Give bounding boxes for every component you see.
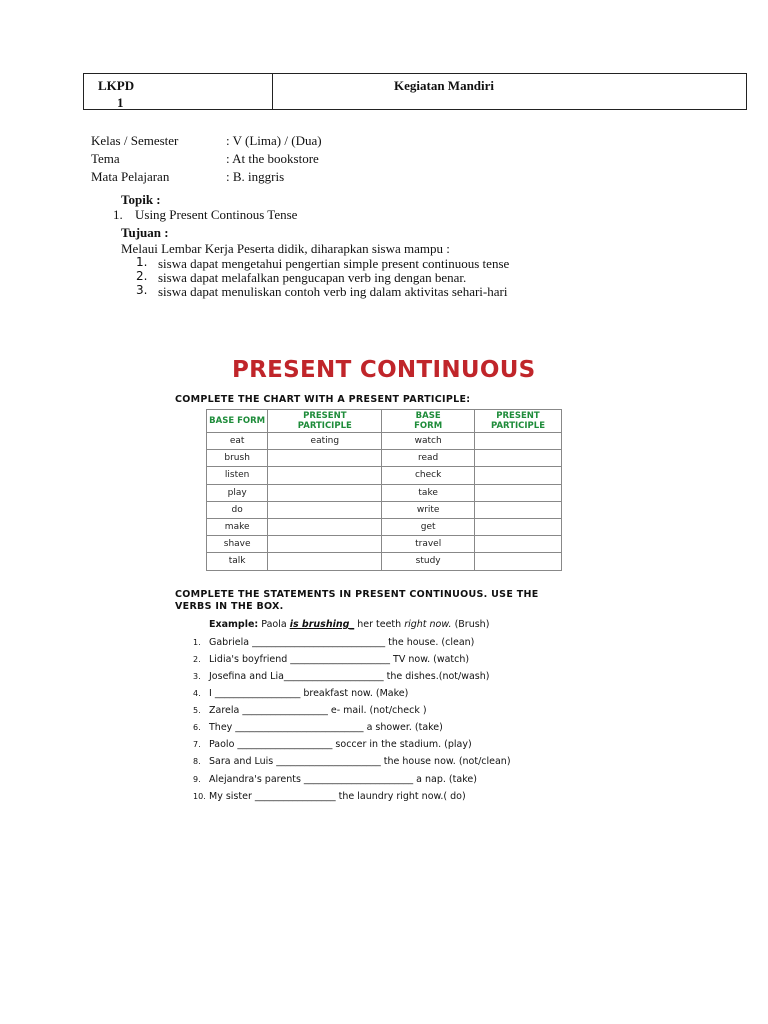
tujuan-item-number: 3. (136, 283, 148, 297)
statement-text: Zarela __________________ e- mail. (not/check ) (209, 705, 427, 716)
table-row (207, 536, 562, 553)
lkpd-header-table (83, 73, 747, 110)
statement-text: Gabriela ____________________________ the house. (clean) (209, 637, 475, 648)
statement-text: Paolo ____________________ soccer in the stadium. (play) (209, 739, 472, 750)
example-answer: is brushing_ (289, 619, 355, 630)
statement-number: 9. (193, 775, 201, 784)
table-cell: listen (207, 467, 268, 484)
table-cell (268, 484, 382, 501)
statement-text: I __________________ breakfast now. (Make) (209, 688, 409, 699)
statement-text: Josefina and Lia_____________________ the dishes.(not/wash) (209, 671, 490, 682)
statement-text: Sara and Luis ______________________ the house now. (not/clean) (209, 756, 511, 767)
statement-number: 1. (193, 638, 201, 647)
table-cell (268, 467, 382, 484)
example-label: Example: (209, 619, 259, 630)
statement-item (193, 671, 489, 682)
statement-item (193, 739, 472, 750)
statement-number: 3. (193, 672, 201, 681)
table-row (207, 433, 562, 450)
statement-item (193, 774, 477, 785)
header-lkpd-label: LKPD (98, 78, 135, 93)
statement-item (193, 654, 469, 665)
table-cell: check (382, 467, 475, 484)
tujuan-intro: Melaui Lembar Kerja Peserta didik, diharapkan siswa mampu : (121, 241, 450, 256)
header-base-form: BASE FORM (382, 410, 475, 433)
table-row (207, 467, 562, 484)
table-cell (268, 501, 382, 518)
header-base-form: BASE FORM (207, 410, 268, 433)
info-value: : At the bookstore (226, 151, 319, 166)
header-activity-title: Kegiatan Mandiri (394, 78, 495, 93)
statement-number: 8. (193, 757, 201, 766)
statement-number: 5. (193, 706, 201, 715)
table-cell: study (382, 553, 475, 570)
table-cell (475, 450, 562, 467)
table-cell (475, 536, 562, 553)
statement-item (193, 756, 511, 767)
table-cell: watch (382, 433, 475, 450)
tujuan-item: siswa dapat melafalkan pengucapan verb ing dengan benar. (158, 270, 467, 285)
table-row (207, 518, 562, 535)
statement-number: 4. (193, 689, 201, 698)
statement-number: 7. (193, 740, 201, 749)
table-cell: eat (207, 433, 268, 450)
table-cell: travel (382, 536, 475, 553)
statements-instruction-line1: COMPLETE THE STATEMENTS IN PRESENT CONTINUOUS. USE THE (175, 589, 539, 600)
statement-item (193, 637, 474, 648)
topik-item-number: 1. (113, 207, 123, 222)
example-line (209, 619, 489, 630)
topik-heading: Topik : (121, 192, 161, 207)
table-row (207, 450, 562, 467)
table-cell: eating (268, 433, 382, 450)
table-cell: write (382, 501, 475, 518)
statement-text: My sister _________________ the laundry right now.( do) (209, 791, 466, 802)
example-subject: Paola (261, 619, 287, 630)
info-label: Tema (91, 151, 120, 166)
example-object: her teeth (357, 619, 402, 630)
table-cell: talk (207, 553, 268, 570)
table-row (207, 501, 562, 518)
statement-number: 10. (193, 792, 206, 801)
statement-item (193, 791, 466, 802)
table-cell (475, 467, 562, 484)
info-label: Kelas / Semester (91, 133, 179, 148)
table-header-row (207, 410, 562, 433)
tujuan-item: siswa dapat menuliskan contoh verb ing dalam aktivitas sehari-hari (158, 284, 508, 299)
statement-text: They ___________________________ a shower. (take) (209, 722, 443, 733)
statement-number: 6. (193, 723, 201, 732)
info-label: Mata Pelajaran (91, 169, 170, 184)
statement-number: 2. (193, 655, 201, 664)
worksheet-title: PRESENT CONTINUOUS (232, 357, 536, 383)
table-cell (475, 484, 562, 501)
table-cell (268, 450, 382, 467)
table-cell (268, 553, 382, 570)
table-cell: do (207, 501, 268, 518)
table-cell: brush (207, 450, 268, 467)
example-verb: (Brush) (454, 619, 490, 630)
table-cell (475, 501, 562, 518)
header-lkpd-number: 1 (117, 95, 124, 110)
table-row (207, 553, 562, 570)
table-row (207, 484, 562, 501)
tujuan-item-number: 2. (136, 269, 148, 283)
table-cell: get (382, 518, 475, 535)
statement-item (193, 688, 408, 699)
table-cell (268, 518, 382, 535)
chart-instruction: COMPLETE THE CHART WITH A PRESENT PARTICIPLE: (175, 394, 471, 405)
table-cell: take (382, 484, 475, 501)
header-present-participle: PRESENT PARTICIPLE (268, 410, 382, 433)
table-cell: play (207, 484, 268, 501)
table-cell (268, 536, 382, 553)
table-cell (475, 553, 562, 570)
topik-item: Using Present Continous Tense (135, 207, 298, 222)
table-cell (475, 433, 562, 450)
tujuan-heading: Tujuan : (121, 225, 169, 240)
table-cell: shave (207, 536, 268, 553)
info-value: : B. inggris (226, 169, 285, 184)
statement-text: Alejandra's parents _______________________ a nap. (take) (209, 774, 477, 785)
table-cell (475, 518, 562, 535)
participle-table (206, 409, 562, 571)
tujuan-item: siswa dapat mengetahui pengertian simple present continuous tense (158, 256, 510, 271)
statements-instruction-line2: VERBS IN THE BOX. (175, 601, 284, 612)
statement-item (193, 705, 427, 716)
table-cell: make (207, 518, 268, 535)
statement-item (193, 722, 443, 733)
example-time: right now. (404, 619, 452, 630)
statement-text: Lidia's boyfriend _____________________ TV now. (watch) (209, 654, 470, 665)
table-cell: read (382, 450, 475, 467)
header-present-participle: PRESENT PARTICIPLE (475, 410, 562, 433)
info-value: : V (Lima) / (Dua) (226, 133, 322, 148)
tujuan-item-number: 1. (136, 255, 148, 269)
